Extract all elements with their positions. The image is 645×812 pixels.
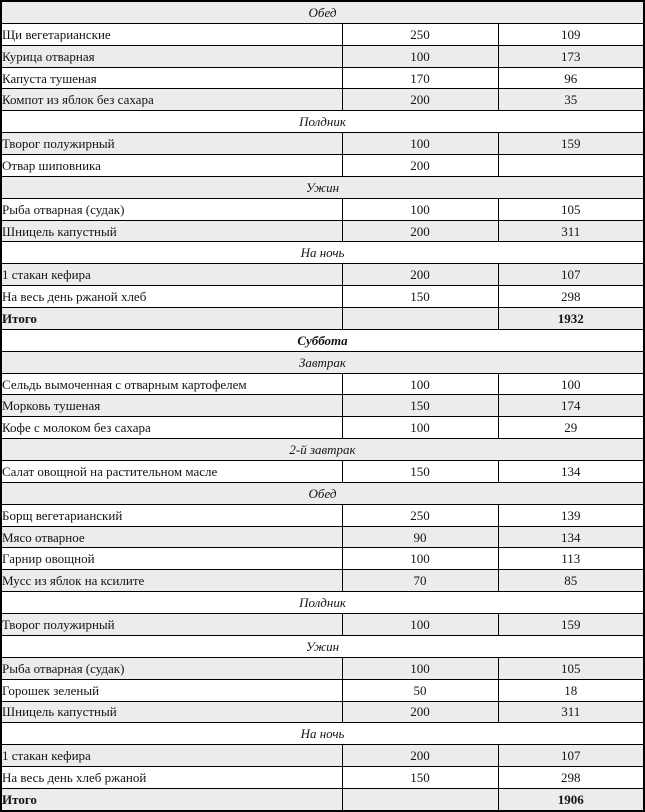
meal-section-row <box>1 592 644 614</box>
dish-name-cell: На весь день ржаной хлеб <box>1 286 342 308</box>
meal-section-row <box>1 439 644 461</box>
meal-section-label: На ночь <box>1 723 644 745</box>
calories-cell: 173 <box>498 45 644 67</box>
calories-cell: 134 <box>498 461 644 483</box>
portion-grams-cell: 100 <box>342 133 498 155</box>
portion-grams-cell: 200 <box>342 220 498 242</box>
menu-item-row <box>1 67 644 89</box>
calories-cell: 85 <box>498 570 644 592</box>
calories-cell: 311 <box>498 220 644 242</box>
calories-cell: 105 <box>498 198 644 220</box>
dish-name-cell: Рыба отварная (судак) <box>1 657 342 679</box>
dish-name-cell: Компот из яблок без сахара <box>1 89 342 111</box>
calories-cell: 18 <box>498 679 644 701</box>
portion-grams-cell: 200 <box>342 155 498 177</box>
meal-section-row <box>1 351 644 373</box>
meal-section-label: Ужин <box>1 635 644 657</box>
calories-cell: 298 <box>498 286 644 308</box>
menu-item-row <box>1 767 644 789</box>
dish-name-cell: Отвар шиповника <box>1 155 342 177</box>
meal-section-label: Обед <box>1 482 644 504</box>
calories-cell: 174 <box>498 395 644 417</box>
menu-item-row <box>1 264 644 286</box>
dish-name-cell: Мясо отварное <box>1 526 342 548</box>
menu-item-row <box>1 23 644 45</box>
menu-item-row <box>1 504 644 526</box>
meal-section-row <box>1 723 644 745</box>
meal-section-label: Полдник <box>1 111 644 133</box>
portion-grams-cell: 170 <box>342 67 498 89</box>
calories-cell: 298 <box>498 767 644 789</box>
menu-item-row <box>1 133 644 155</box>
menu-item-row <box>1 548 644 570</box>
total-label-cell: Итого <box>1 308 342 330</box>
meal-section-label: Ужин <box>1 176 644 198</box>
dish-name-cell: Кофе с молоком без сахара <box>1 417 342 439</box>
total-row <box>1 788 644 810</box>
menu-item-row <box>1 417 644 439</box>
dish-name-cell: Щи вегетарианские <box>1 23 342 45</box>
menu-item-row <box>1 679 644 701</box>
menu-item-row <box>1 155 644 177</box>
menu-item-row <box>1 220 644 242</box>
portion-grams-cell: 90 <box>342 526 498 548</box>
menu-item-row <box>1 45 644 67</box>
portion-grams-cell: 200 <box>342 745 498 767</box>
menu-item-row <box>1 373 644 395</box>
dish-name-cell: Капуста тушеная <box>1 67 342 89</box>
meal-section-row <box>1 176 644 198</box>
meal-section-row <box>1 482 644 504</box>
dish-name-cell: Шницель капустный <box>1 701 342 723</box>
meal-section-label: Завтрак <box>1 351 644 373</box>
dish-name-cell: 1 стакан кефира <box>1 745 342 767</box>
calories-cell: 159 <box>498 614 644 636</box>
dish-name-cell: Творог полужирный <box>1 133 342 155</box>
portion-grams-cell: 200 <box>342 89 498 111</box>
portion-grams-cell: 150 <box>342 395 498 417</box>
calories-cell: 311 <box>498 701 644 723</box>
portion-grams-cell: 100 <box>342 548 498 570</box>
meal-section-label: Обед <box>1 1 644 23</box>
calories-cell: 113 <box>498 548 644 570</box>
portion-grams-cell: 150 <box>342 461 498 483</box>
total-label-cell: Итого <box>1 788 342 810</box>
menu-item-row <box>1 395 644 417</box>
portion-grams-cell: 70 <box>342 570 498 592</box>
portion-grams-cell: 100 <box>342 657 498 679</box>
meal-section-row <box>1 635 644 657</box>
portion-grams-cell: 100 <box>342 198 498 220</box>
total-row <box>1 308 644 330</box>
portion-grams-cell: 200 <box>342 264 498 286</box>
calories-cell: 159 <box>498 133 644 155</box>
dish-name-cell: Рыба отварная (судак) <box>1 198 342 220</box>
calories-cell: 139 <box>498 504 644 526</box>
menu-item-row <box>1 745 644 767</box>
meal-section-label: 2-й завтрак <box>1 439 644 461</box>
menu-item-row <box>1 570 644 592</box>
calories-cell: 107 <box>498 264 644 286</box>
calories-cell: 35 <box>498 89 644 111</box>
dish-name-cell: Салат овощной на растительном масле <box>1 461 342 483</box>
meal-section-row <box>1 242 644 264</box>
portion-grams-cell: 150 <box>342 767 498 789</box>
dish-name-cell: Курица отварная <box>1 45 342 67</box>
portion-grams-cell: 150 <box>342 286 498 308</box>
dish-name-cell: Сельдь вымоченная с отварным картофелем <box>1 373 342 395</box>
menu-item-row <box>1 701 644 723</box>
portion-grams-cell: 100 <box>342 614 498 636</box>
menu-item-row <box>1 286 644 308</box>
portion-grams-cell <box>342 788 498 810</box>
meal-section-row <box>1 111 644 133</box>
calories-cell: 100 <box>498 373 644 395</box>
portion-grams-cell: 50 <box>342 679 498 701</box>
dish-name-cell: На весь день хлеб ржаной <box>1 767 342 789</box>
dish-name-cell: Шницель капустный <box>1 220 342 242</box>
portion-grams-cell <box>342 308 498 330</box>
portion-grams-cell: 250 <box>342 504 498 526</box>
portion-grams-cell: 100 <box>342 373 498 395</box>
dish-name-cell: Гарнир овощной <box>1 548 342 570</box>
portion-grams-cell: 250 <box>342 23 498 45</box>
meal-section-label: Полдник <box>1 592 644 614</box>
menu-item-row <box>1 89 644 111</box>
menu-item-row <box>1 614 644 636</box>
dish-name-cell: Морковь тушеная <box>1 395 342 417</box>
calories-cell: 29 <box>498 417 644 439</box>
portion-grams-cell: 100 <box>342 417 498 439</box>
dish-name-cell: Горошек зеленый <box>1 679 342 701</box>
calories-cell <box>498 155 644 177</box>
dish-name-cell: Борщ вегетарианский <box>1 504 342 526</box>
day-label: Суббота <box>1 329 644 351</box>
calories-cell: 105 <box>498 657 644 679</box>
menu-item-row <box>1 657 644 679</box>
menu-item-row <box>1 461 644 483</box>
calories-cell: 1932 <box>498 308 644 330</box>
calories-cell: 134 <box>498 526 644 548</box>
meal-section-row <box>1 1 644 23</box>
calories-cell: 109 <box>498 23 644 45</box>
menu-item-row <box>1 526 644 548</box>
menu-item-row <box>1 198 644 220</box>
day-header-row <box>1 329 644 351</box>
calories-cell: 107 <box>498 745 644 767</box>
dish-name-cell: Творог полужирный <box>1 614 342 636</box>
calories-cell: 96 <box>498 67 644 89</box>
calories-cell: 1906 <box>498 788 644 810</box>
portion-grams-cell: 100 <box>342 45 498 67</box>
portion-grams-cell: 200 <box>342 701 498 723</box>
meal-section-label: На ночь <box>1 242 644 264</box>
dish-name-cell: 1 стакан кефира <box>1 264 342 286</box>
diet-menu-table-body <box>1 1 644 811</box>
dish-name-cell: Мусс из яблок на ксилите <box>1 570 342 592</box>
